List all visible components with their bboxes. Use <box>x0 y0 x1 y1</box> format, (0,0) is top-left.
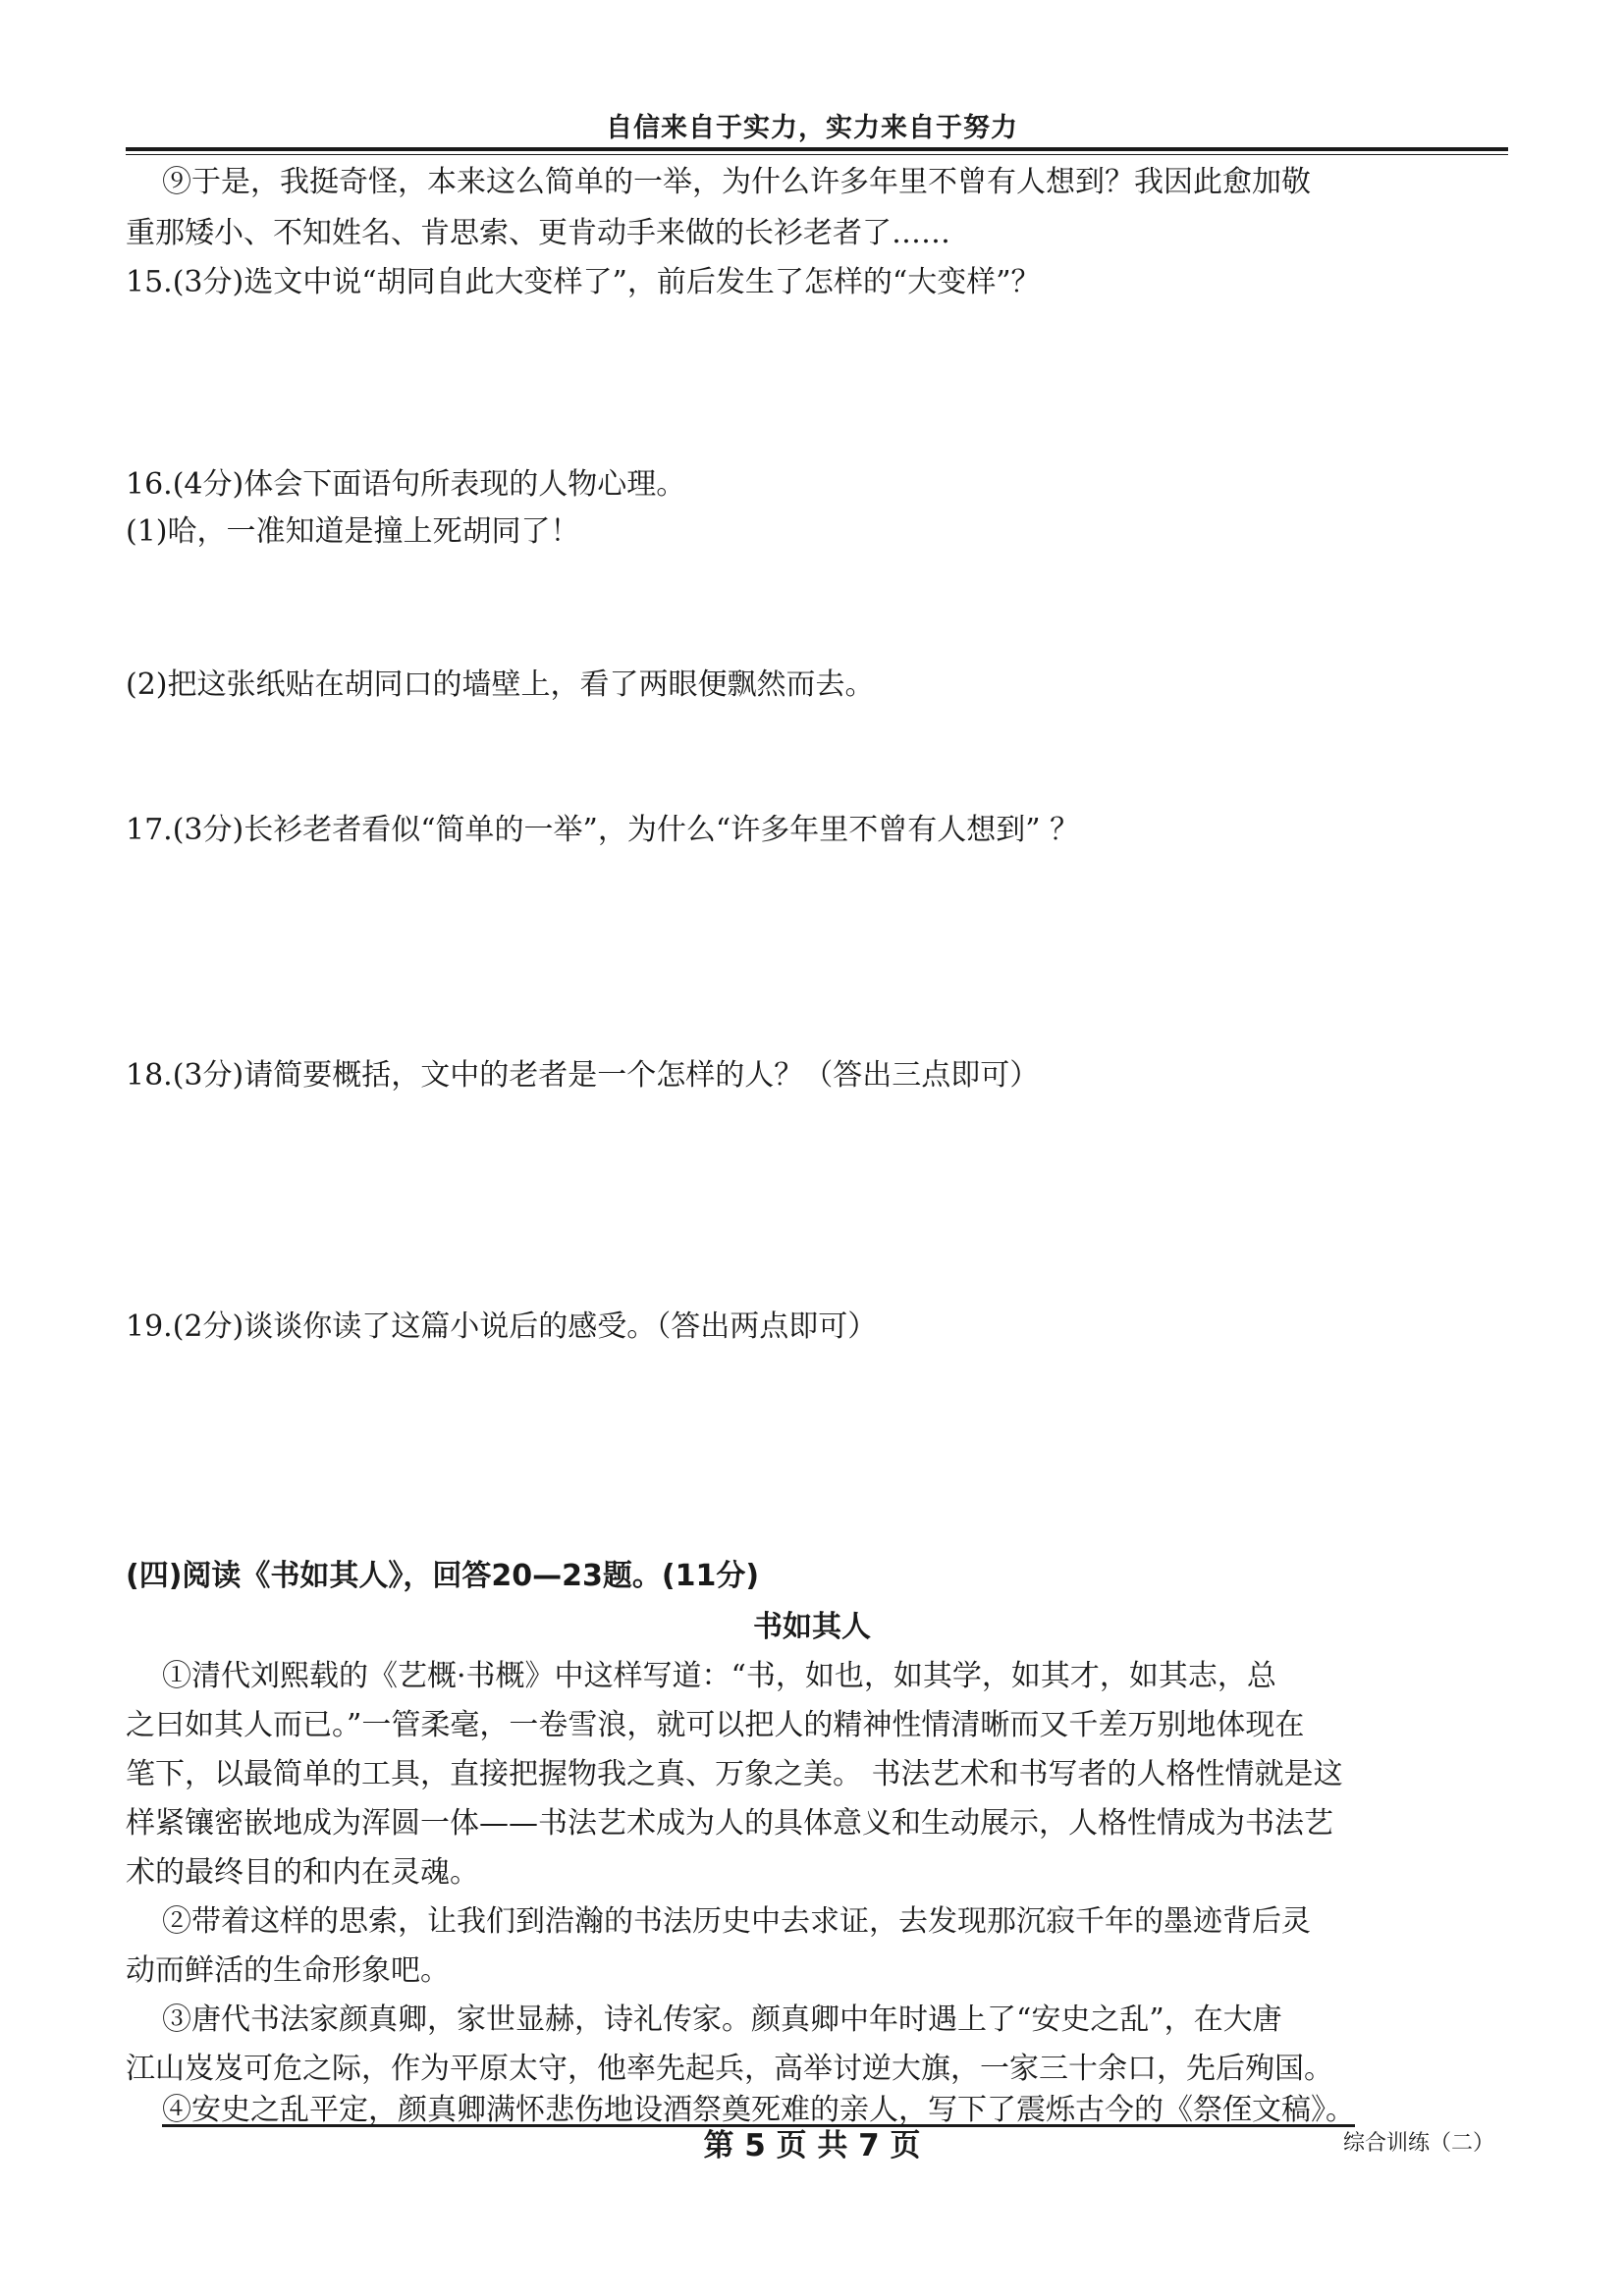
question-16-item-2: (2)把这张纸贴在胡同口的墙壁上，看了两眼便飘然而去。 <box>126 667 875 702</box>
article-p3-line-1: ③唐代书法家颜真卿，家世显赫，诗礼传家。颜真卿中年时遇上了“安史之乱”，在大唐 <box>162 2002 1282 2037</box>
question-18: 18.(3分)请简要概括，文中的老者是一个怎样的人？（答出三点即可） <box>126 1058 1040 1093</box>
header-rule-thin <box>126 154 1508 155</box>
article-title: 书如其人 <box>753 1610 871 1644</box>
question-19: 19.(2分)谈谈你读了这篇小说后的感受。（答出两点即可） <box>126 1309 878 1344</box>
section-4-heading: (四)阅读《书如其人》，回答20—23题。(11分) <box>126 1559 760 1593</box>
question-17: 17.(3分)长衫老者看似“简单的一举”，为什么“许多年里不曾有人想到” ？ <box>126 813 1080 847</box>
question-16: 16.(4分)体会下面语句所表现的人物心理。 <box>126 467 686 502</box>
article-p3-line-2: 江山岌岌可危之际，作为平原太守，他率先起兵，高举讨逆大旗，一家三十余口，先后殉国。 <box>126 2052 1333 2086</box>
article-p2-line-2: 动而鲜活的生命形象吧。 <box>126 1953 450 1988</box>
paragraph-9-line-1: ⑨于是，我挺奇怪，本来这么简单的一举，为什么许多年里不曾有人想到？我因此愈加敬 <box>162 165 1311 199</box>
header-rule-thick <box>126 147 1508 151</box>
exam-series-label: 综合训练（二） <box>1343 2131 1495 2156</box>
page-number: 第 5 页 共 7 页 <box>703 2128 921 2163</box>
article-p4-line-1: ④安史之乱平定，颜真卿满怀悲伤地设酒祭奠死难的亲人，写下了震烁古今的《祭侄文稿》。 <box>162 2093 1355 2127</box>
article-p1-line-5: 术的最终目的和内在灵魂。 <box>126 1855 479 1890</box>
article-p2-line-1: ②带着这样的思索，让我们到浩瀚的书法历史中去求证，去发现那沉寂千年的墨迹背后灵 <box>162 1904 1311 1939</box>
article-p1-line-3: 笔下，以最简单的工具，直接把握物我之真、万象之美。 书法艺术和书写者的人格性情就是这 <box>126 1757 1343 1791</box>
question-15: 15.(3分)选文中说“胡同自此大变样了”，前后发生了怎样的“大变样”？ <box>126 265 1041 299</box>
article-p1-line-4: 样紧镶密嵌地成为浑圆一体——书法艺术成为人的具体意义和生动展示，人格性情成为书法艺 <box>126 1806 1333 1841</box>
paragraph-9-line-2: 重那矮小、不知姓名、肯思索、更肯动手来做的长衫老者了…… <box>126 216 950 250</box>
article-p1-line-2: 之曰如其人而已。”一管柔毫，一卷雪浪，就可以把人的精神性情清晰而又千差万别地体现在 <box>126 1708 1305 1742</box>
article-p1-line-1: ①清代刘熙载的《艺概·书概》中这样写道：“书，如也，如其学，如其才，如其志，总 <box>162 1659 1276 1693</box>
header-motto: 自信来自于实力，实力来自于努力 <box>606 113 1018 143</box>
question-16-item-1: (1)哈，一准知道是撞上死胡同了！ <box>126 514 580 549</box>
